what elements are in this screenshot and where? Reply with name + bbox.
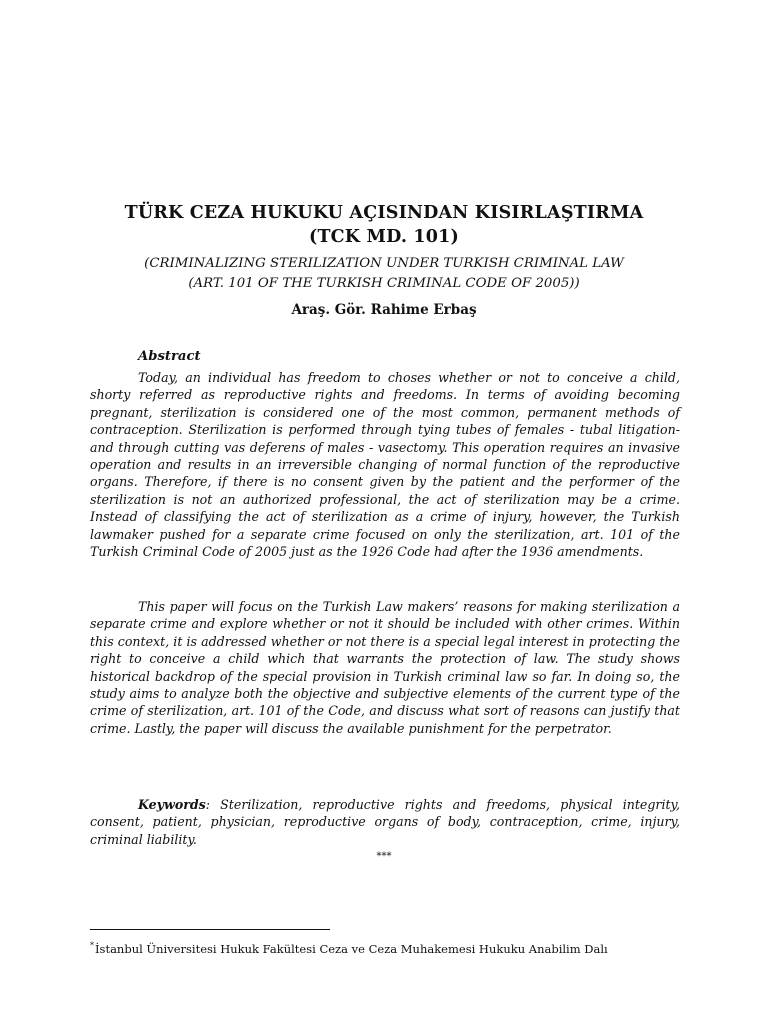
subtitle-line-1: (CRIMINALIZING STERILIZATION UNDER TURKISH CRIMINAL LAW xyxy=(144,256,624,271)
keywords-label: Keywords xyxy=(138,797,206,812)
footnote-mark: * xyxy=(90,941,94,950)
abstract-paragraph-2: This paper will focus on the Turkish Law makers’ reasons for making sterilization a separate crime and explore whether or not it should be included with other crimes. Within this context, it is addressed whether or not there is a special legal interest in protecting the right to conceive a child which that warrants the protection of law. The study shows historical backdrop of the special provision in Turkish criminal law so far. In doing so, the study aims to analyze both the objective and subjective elements of the current type of the crime of sterilization, art. 101 of the Code, and discuss what sort of reasons can justify that crime. Lastly, the paper will discuss the available punishment for the perpetrator. xyxy=(90,599,680,736)
keywords-text: : Sterilization, reproductive rights and freedoms, physical integrity, consent, patient, physician, reproductive organs of body, contraception, crime, injury, criminal liability. xyxy=(90,797,680,847)
keywords-paragraph xyxy=(90,796,680,848)
footnote-rule xyxy=(90,929,330,930)
footnote xyxy=(90,941,730,956)
abstract-paragraph-1: Today, an individual has freedom to choses whether or not to conceive a child, shorty referred as reproductive rights and freedoms. In terms of avoiding becoming pregnant, sterilization is considered one of the most common, permanent methods of contraception. Sterilization is performed through tying tubes of females - tubal litigation- and through cutting vas deferens of males - vasectomy. This operation requires an invasive operation and results in an irreversible changing of normal function of the reproductive organs. Therefore, if there is no consent given by the patient and the performer of the sterilization is not an authorized professional, the act of sterilization may be a crime. Instead of classifying the act of sterilization as a crime of injury, however, the Turkish lawmaker pushed for a separate crime focused on only the sterilization, art. 101 of the Turkish Criminal Code of 2005 just as the 1926 Code had after the 1936 amendments. xyxy=(90,370,680,560)
section-separator: *** xyxy=(376,851,392,862)
subtitle-line-2: (ART. 101 OF THE TURKISH CRIMINAL CODE OF 2005)) xyxy=(188,276,580,291)
title-line-1: TÜRK CEZA HUKUKU AÇISINDAN KISIRLAŞTIRMA xyxy=(124,203,644,223)
title-line-2: (TCK MD. 101) xyxy=(308,227,460,247)
footnote-text: İstanbul Üniversitesi Hukuk Fakültesi Ceza ve Ceza Muhakemesi Hukuku Anabilim Dalı xyxy=(95,941,608,956)
abstract-heading: Abstract xyxy=(138,349,201,364)
author-name: Araş. Gör. Rahime Erbaş xyxy=(291,302,477,318)
